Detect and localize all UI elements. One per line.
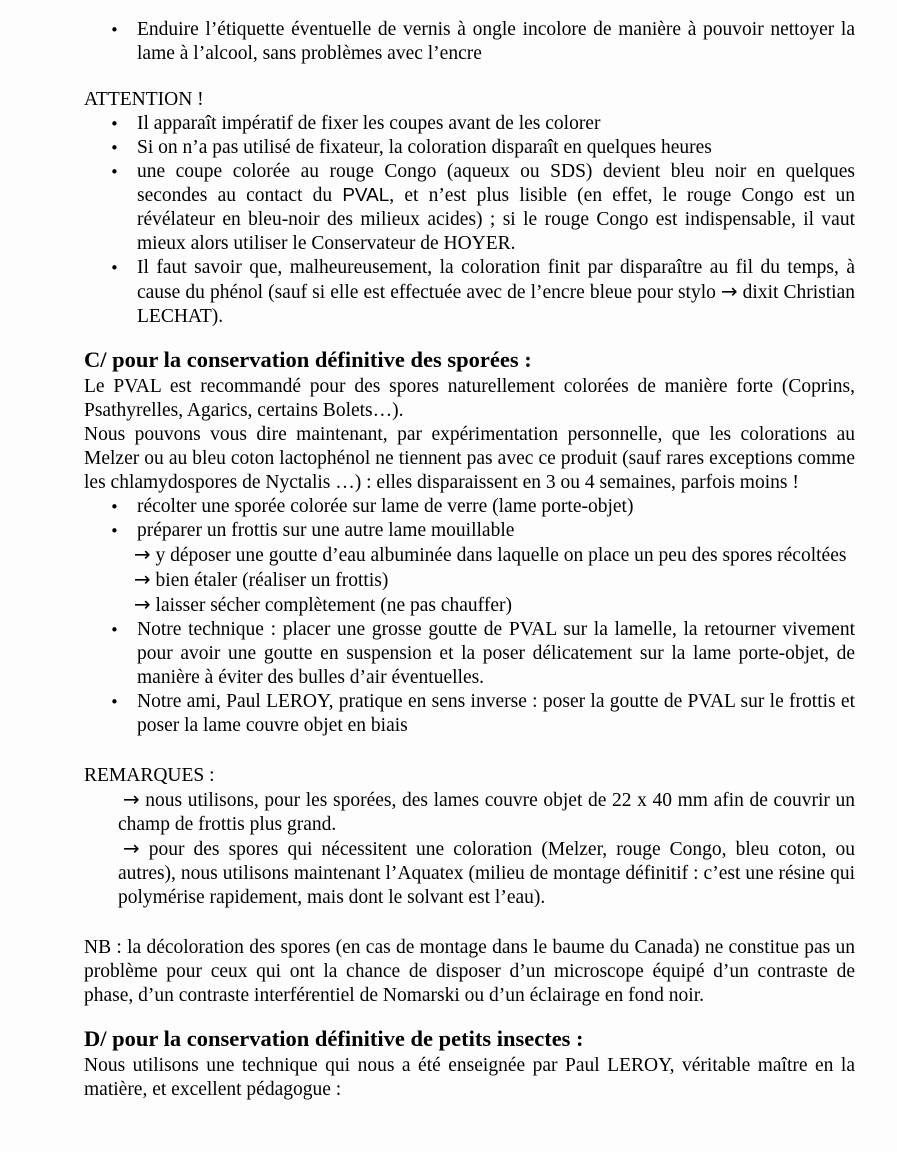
arrow-item-text: bien étaler (réaliser un frottis)	[155, 570, 389, 591]
bullet-icon: •	[110, 498, 119, 516]
pval-label: PVAL	[342, 185, 390, 206]
bullet-text: Notre ami, Paul LEROY, pratique en sens inverse : poser la goutte de PVAL sur le frottis et poser la lame couvre objet en biais	[137, 691, 855, 736]
paragraph: Le PVAL est recommandé pour des spores naturellement colorées de manière forte (Coprins, Psathyrelles, Agarics, certains Bolets…).	[84, 376, 855, 421]
arrow-icon: →	[134, 593, 151, 616]
list-item	[84, 519, 855, 543]
bullet-text-segment: une coupe colorée au rouge Congo (aqueux ou SDS) devient bleu noir en quelques secondes au contact du	[137, 161, 855, 206]
arrow-item-text: nous utilisons, pour les sporées, des lames couvre objet de 22 x 40 mm afin de couvrir un champ de frottis plus grand.	[118, 790, 855, 835]
section-c-heading: C/ pour la conservation définitive des sporées :	[84, 347, 532, 372]
list-item	[84, 112, 855, 136]
list-item	[84, 160, 855, 256]
arrow-item	[84, 593, 855, 618]
list-item	[84, 18, 855, 66]
bullet-text: Il apparaît impératif de fixer les coupes avant de les colorer	[137, 113, 601, 134]
section-d-heading: D/ pour la conservation définitive de petits insectes :	[84, 1026, 584, 1051]
bullet-text: préparer un frottis sur une autre lame mouillable	[137, 520, 515, 541]
bullet-text: récolter une sporée colorée sur lame de verre (lame porte-objet)	[137, 496, 634, 517]
list-item	[84, 618, 855, 690]
bullet-text	[137, 161, 855, 254]
bullet-icon: •	[110, 139, 119, 157]
bullet-icon: •	[110, 522, 119, 540]
arrow-item	[84, 568, 855, 593]
arrow-item	[118, 788, 855, 837]
bullet-text: Si on n’a pas utilisé de fixateur, la coloration disparaît en quelques heures	[137, 137, 712, 158]
arrow-icon: →	[134, 543, 151, 566]
list-item	[84, 256, 855, 329]
arrow-item	[84, 543, 855, 568]
list-item	[84, 690, 855, 738]
bullet-icon: •	[110, 115, 119, 133]
paragraph: Nous pouvons vous dire maintenant, par expérimentation personnelle, que les colorations au Melzer ou au bleu coton lactophénol ne tiennent pas avec ce produit (sauf rares exceptions comme les chlamydospores de Nyctalis …) : elles disparaissent en 3 ou 4 semaines, parfois moins !	[84, 424, 855, 493]
arrow-item-text: laisser sécher complètement (ne pas chauffer)	[155, 595, 512, 616]
arrow-icon: →	[720, 280, 738, 303]
list-item	[84, 495, 855, 519]
bullet-text	[137, 257, 855, 327]
bullet-text-segment: dixit Christian LECHAT).	[137, 282, 855, 327]
arrow-item-text: y déposer une goutte d’eau albuminée dans laquelle on place un peu des spores récoltées	[155, 545, 847, 566]
list-item	[84, 136, 855, 160]
attention-heading: ATTENTION !	[84, 89, 204, 110]
arrow-item	[118, 837, 855, 910]
remarques-heading: REMARQUES :	[84, 765, 215, 786]
nb-paragraph: NB : la décoloration des spores (en cas de montage dans le baume du Canada) ne constitue pas un problème pour ceux qui ont la chance de disposer d’un microscope équipé d’un contraste de phase, d’un contraste interférentiel de Nomarski ou d’un éclairage en fond noir.	[84, 937, 855, 1006]
arrow-icon: →	[123, 837, 140, 860]
bullet-icon: •	[110, 21, 119, 39]
bullet-text: Enduire l’étiquette éventuelle de vernis à ongle incolore de manière à pouvoir nettoyer la lame à l’alcool, sans problèmes avec l’encre	[137, 19, 855, 64]
bullet-text-segment: Il faut savoir que, malheureusement, la coloration finit par disparaître au fil du temps, à cause du phénol (sauf si elle est effectuée avec de l’encre bleue pour stylo	[137, 257, 855, 303]
bullet-icon: •	[110, 693, 119, 711]
bullet-icon: •	[110, 163, 119, 181]
bullet-text: Notre technique : placer une grosse goutte de PVAL sur la lamelle, la retourner vivement pour avoir une goutte en suspension et la poser délicatement sur la lame porte-objet, de manière à éviter des bulles d’air éventuelles.	[137, 619, 855, 688]
arrow-item-text: pour des spores qui nécessitent une coloration (Melzer, rouge Congo, bleu coton, ou autres), nous utilisons maintenant l’Aquatex (milieu de montage définitif : c’est une résine qui polymérise rapidement, mais dont le solvant est l’eau).	[118, 839, 855, 908]
arrow-icon: →	[123, 788, 140, 811]
bullet-icon: •	[110, 259, 119, 277]
bullet-icon: •	[110, 621, 119, 639]
bullet-text-segment: , et n’est plus lisible (en effet, le rouge Congo est un révélateur en bleu-noir des milieux acides) ; si le rouge Congo est indispensable, il vaut mieux alors utiliser le Conservateur de HOYER.	[137, 185, 855, 254]
arrow-icon: →	[134, 568, 151, 591]
paragraph: Nous utilisons une technique qui nous a été enseignée par Paul LEROY, véritable maître en la matière, et excellent pédagogue :	[84, 1055, 855, 1100]
